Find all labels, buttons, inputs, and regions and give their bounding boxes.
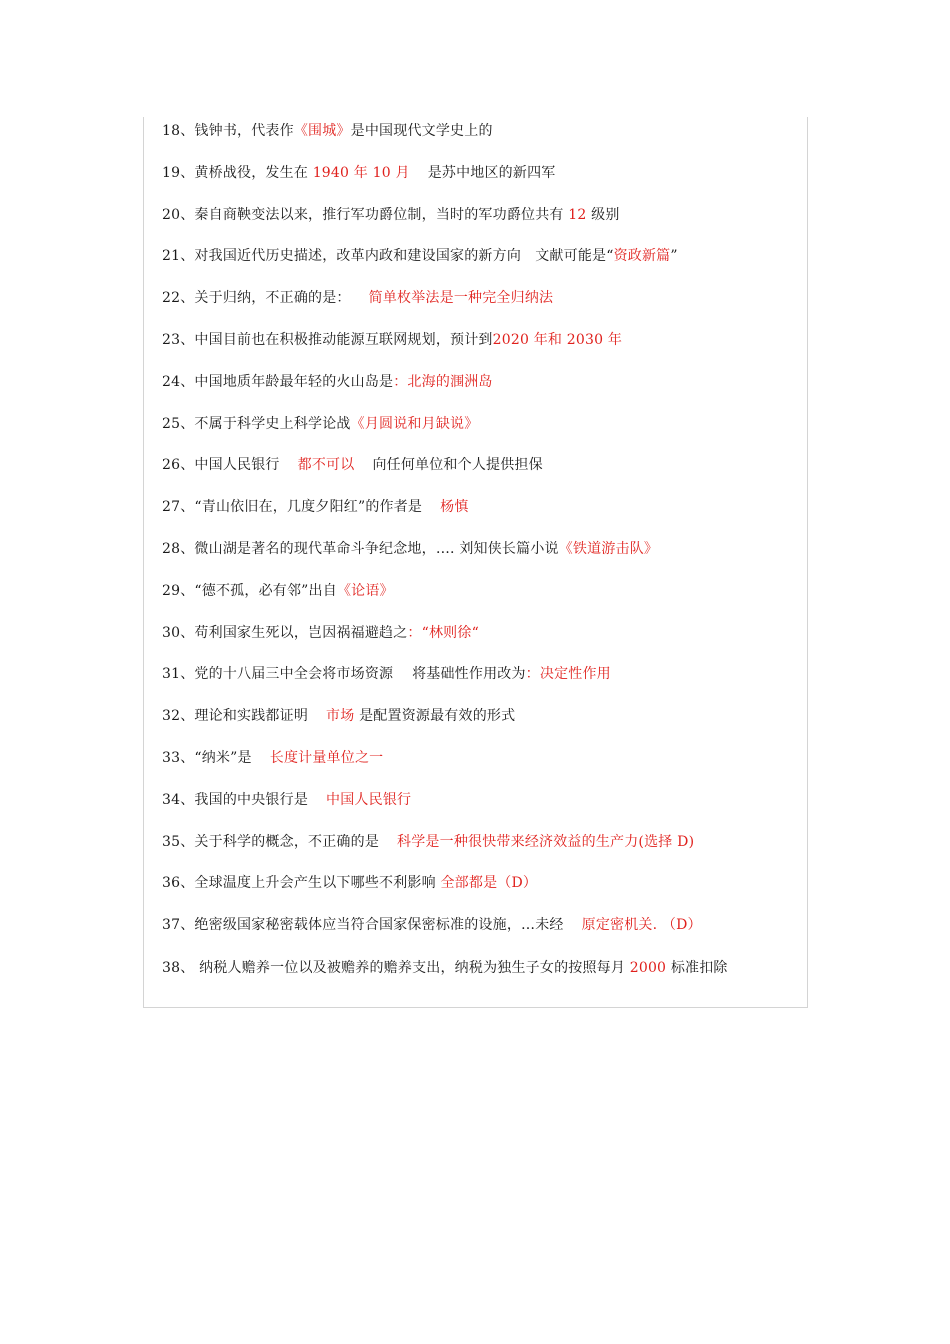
answer-text: 12 xyxy=(568,206,587,223)
answer-text: 简单枚举法是一种完全归纳法 xyxy=(368,290,554,307)
question-text: 不属于科学史上科学论战 xyxy=(194,415,351,432)
list-item xyxy=(162,493,807,535)
list-item xyxy=(162,284,807,326)
question-text-tail: 是苏中地区的新四军 xyxy=(427,164,556,181)
answer-text: 科学是一种很快带来经济效益的生产力(选择 D) xyxy=(397,833,695,850)
item-number: 22、 xyxy=(162,290,195,307)
question-text: 关于科学的概念，不正确的是 xyxy=(194,833,380,850)
question-text: 中国地质年龄最年轻的火山岛是 xyxy=(194,373,394,390)
list-item xyxy=(162,953,807,983)
question-text: 理论和实践都证明 xyxy=(194,708,309,725)
answer-text: 长度计量单位之一 xyxy=(269,749,384,766)
answer-text: 1940 年 10 月 xyxy=(312,164,410,181)
item-number: 20、 xyxy=(162,206,195,223)
list-item xyxy=(162,326,807,368)
question-text: “纳米”是 xyxy=(194,749,252,766)
answer-text: 杨慎 xyxy=(440,499,469,516)
answer-text: 市场 xyxy=(326,708,355,725)
question-text: 对我国近代历史描述，改革内政和建设国家的新方向 文献可能是“ xyxy=(194,248,614,265)
answer-text: 资政新篇 xyxy=(613,248,671,265)
item-number: 26、 xyxy=(162,457,195,474)
question-text: 微山湖是著名的现代革命斗争纪念地，…. 刘知侠长篇小说 xyxy=(194,540,559,557)
question-text: “德不孤，必有邻”出自 xyxy=(194,582,337,599)
list-item xyxy=(162,535,807,577)
item-number: 33、 xyxy=(162,749,195,766)
list-item xyxy=(162,242,807,284)
question-text: 我国的中央银行是 xyxy=(194,791,309,808)
item-number: 31、 xyxy=(162,666,195,683)
answer-text: 中国人民银行 xyxy=(326,791,412,808)
item-number: 29、 xyxy=(162,582,195,599)
answer-text: 《围城》 xyxy=(293,123,351,139)
list-item xyxy=(162,117,807,159)
list-item xyxy=(162,744,807,786)
answer-text: 都不可以 xyxy=(297,457,355,474)
item-number: 38、 xyxy=(162,959,195,976)
answer-text: 2000 xyxy=(629,959,667,976)
list-item xyxy=(162,828,807,870)
item-number: 18、 xyxy=(162,123,195,139)
item-number: 34、 xyxy=(162,791,195,808)
item-number: 23、 xyxy=(162,331,195,348)
item-number: 21、 xyxy=(162,248,195,265)
question-text: 纳税人赡养一位以及被赡养的赡养支出，纳税为独生子女的按照每月 xyxy=(199,959,626,976)
question-text: 钱钟书，代表作 xyxy=(194,123,294,139)
answer-text: 原定密机关. （D） xyxy=(581,917,702,934)
item-number: 37、 xyxy=(162,917,195,934)
question-text: “青山依旧在，几度夕阳红”的作者是 xyxy=(194,499,423,516)
item-number: 36、 xyxy=(162,875,195,892)
answer-text: 2020 年和 2030 年 xyxy=(492,331,623,348)
question-text-tail: 标准扣除 xyxy=(670,959,728,976)
item-number: 19、 xyxy=(162,164,195,181)
list-item xyxy=(162,410,807,452)
list-item xyxy=(162,451,807,493)
question-text-tail: 级别 xyxy=(591,206,620,223)
list-item xyxy=(162,660,807,702)
question-text: 苟利国家生死以，岂因祸福避趋之 xyxy=(194,624,408,641)
question-text-tail: 向任何单位和个人提供担保 xyxy=(372,457,543,474)
question-text: 党的十八届三中全会将市场资源 将基础性作用改为 xyxy=(194,666,526,683)
question-text: 全球温度上升会产生以下哪些不利影响 xyxy=(194,875,436,892)
answer-text: 《月圆说和月缺说》 xyxy=(350,415,479,432)
question-text: 秦自商鞅变法以来，推行军功爵位制，当时的军功爵位共有 xyxy=(194,206,564,223)
list-item xyxy=(162,577,807,619)
question-text: 中国目前也在积极推动能源互联网规划，预计到 xyxy=(194,331,493,348)
answer-text: ：“林则徐“ xyxy=(407,624,479,641)
item-number: 28、 xyxy=(162,540,195,557)
list-item xyxy=(162,619,807,661)
list-item xyxy=(162,702,807,744)
qa-list xyxy=(162,117,807,983)
list-item xyxy=(162,368,807,410)
list-item xyxy=(162,201,807,243)
list-item xyxy=(162,869,807,911)
list-item xyxy=(162,911,807,953)
list-item xyxy=(162,159,807,201)
item-number: 30、 xyxy=(162,624,195,641)
question-text-tail: 是配置资源最有效的形式 xyxy=(359,708,516,725)
answer-text: 全部都是（D） xyxy=(440,875,538,892)
answer-text: ：北海的涠洲岛 xyxy=(393,373,493,390)
answer-text: 《论语》 xyxy=(336,582,394,599)
answer-text: 《铁道游击队》 xyxy=(558,540,659,557)
item-number: 27、 xyxy=(162,499,195,516)
question-text: 绝密级国家秘密载体应当符合国家保密标准的设施，…未经 xyxy=(194,917,564,934)
item-number: 24、 xyxy=(162,373,195,390)
list-item xyxy=(162,786,807,828)
question-text: 黄桥战役，发生在 xyxy=(194,164,309,181)
item-number: 32、 xyxy=(162,708,195,725)
question-text: 关于归纳，不正确的是： xyxy=(194,290,351,307)
item-number: 35、 xyxy=(162,833,195,850)
question-text-tail: ” xyxy=(670,248,678,265)
item-number: 25、 xyxy=(162,415,195,432)
question-text: 中国人民银行 xyxy=(194,457,280,474)
question-text-tail: 是中国现代文学史上的 xyxy=(350,123,493,139)
answer-text: ：决定性作用 xyxy=(525,666,611,683)
